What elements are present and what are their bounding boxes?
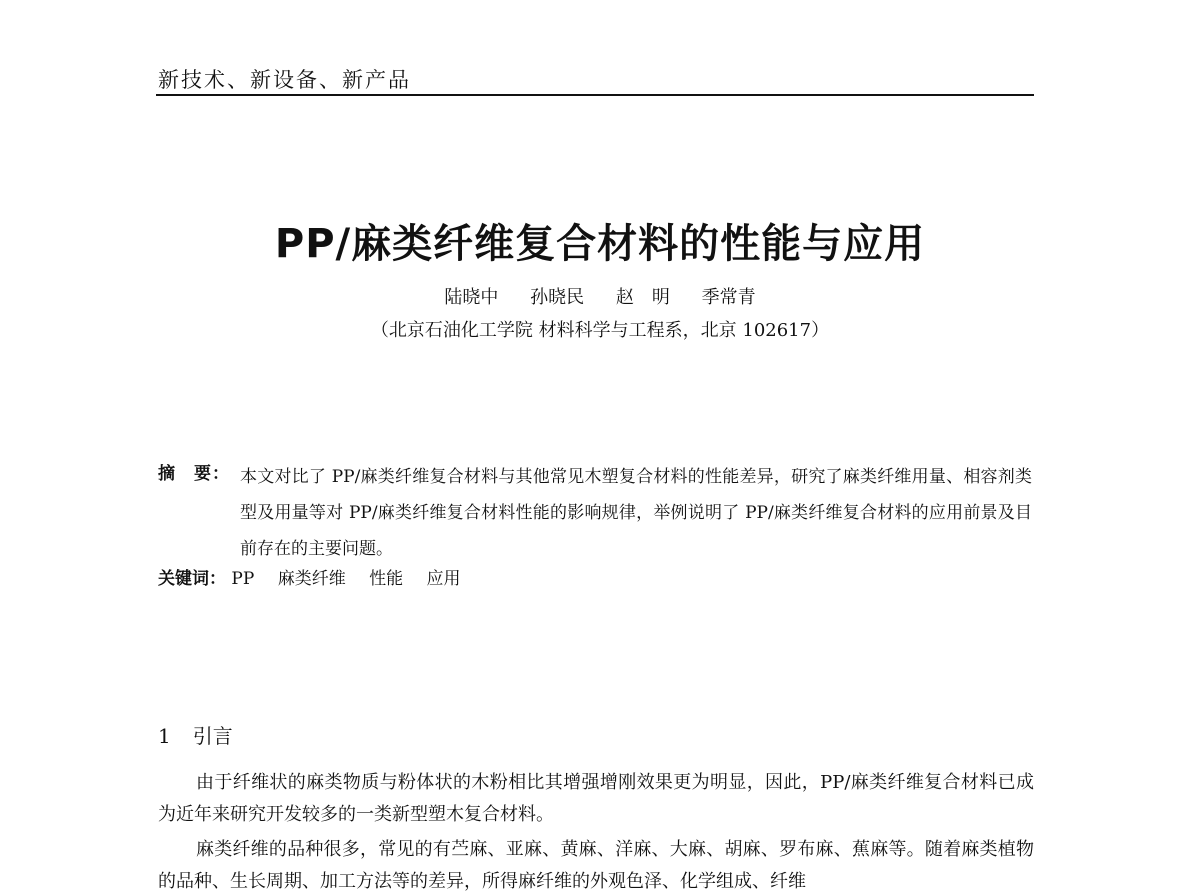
author-name: 赵 明 bbox=[615, 287, 670, 308]
running-header: 新技术、新设备、新产品 bbox=[158, 68, 411, 92]
abstract-text: 本文对比了 PP/麻类纤维复合材料与其他常见木塑复合材料的性能差异，研究了麻类纤维用量、相容剂类型及用量等对 PP/麻类纤维复合材料性能的影响规律，举例说明了 PP/麻类纤维复合材料的应用前景及目前存在的主要问题。 bbox=[240, 467, 1032, 559]
keyword: 应用 bbox=[426, 569, 461, 589]
section-number: 1 bbox=[158, 724, 171, 748]
author-name: 陆晓中 bbox=[444, 287, 499, 308]
article-title: PP/麻类纤维复合材料的性能与应用 bbox=[274, 221, 926, 267]
affiliation: （北京石油化工学院 材料科学与工程系，北京 102617） bbox=[370, 320, 830, 341]
body-paragraph: 由于纤维状的麻类物质与粉体状的木粉相比其增强增刚效果更为明显，因此，PP/麻类纤维复合材料已成为近年来研究开发较多的一类新型塑木复合材料。 bbox=[158, 772, 1034, 825]
body-paragraph: 麻类纤维的品种很多，常见的有苎麻、亚麻、黄麻、洋麻、大麻、胡麻、罗布麻、蕉麻等。随着麻类植物的品种、生长周期、加工方法等的差异，所得麻纤维的外观色泽、化学组成、纤维 bbox=[158, 839, 1034, 892]
keywords-label: 关键词： bbox=[158, 569, 226, 589]
keyword: 麻类纤维 bbox=[277, 569, 346, 589]
author-name: 孙晓民 bbox=[530, 287, 585, 308]
keyword: 性能 bbox=[369, 569, 404, 589]
section-heading bbox=[158, 720, 233, 749]
abstract-label: 摘 要： bbox=[158, 464, 230, 484]
author-list bbox=[0, 283, 1200, 309]
section-title: 引言 bbox=[192, 724, 233, 748]
keywords bbox=[158, 564, 479, 589]
author-name: 季常青 bbox=[701, 287, 756, 308]
keyword: PP bbox=[231, 569, 255, 589]
header-rule bbox=[156, 94, 1034, 96]
